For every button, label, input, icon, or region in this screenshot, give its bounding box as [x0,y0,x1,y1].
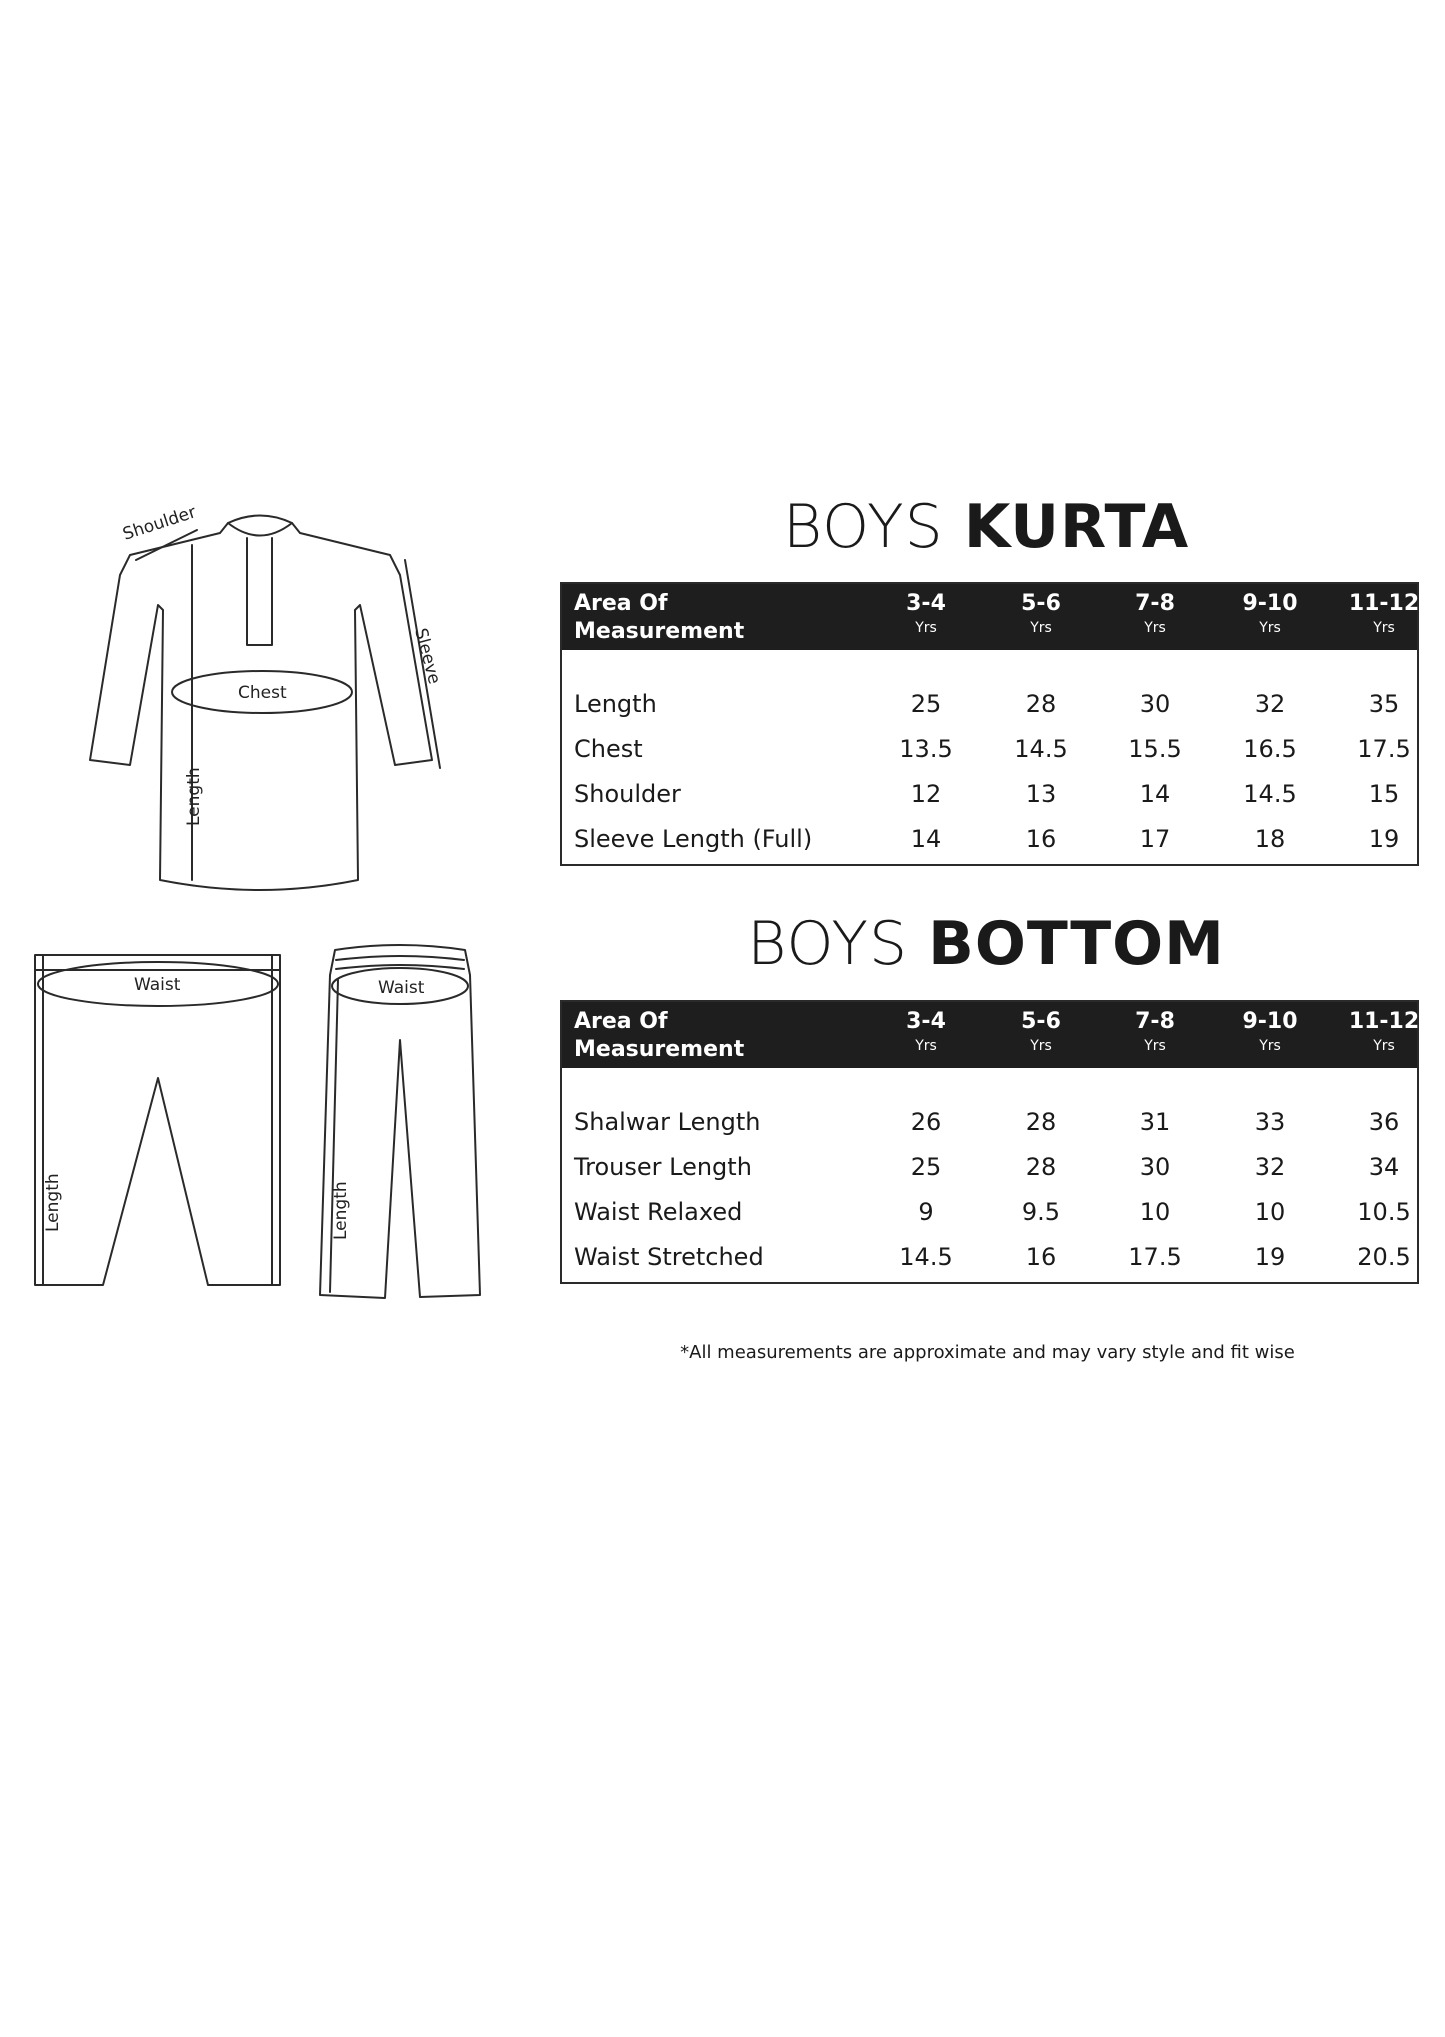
kurta-chest-label: Chest [238,683,287,703]
table-cell: 35 [1368,690,1400,718]
table-cell: 34 [1368,1153,1400,1181]
header-size [1220,1008,1320,1056]
table-cell: 32 [1254,1153,1286,1181]
table-cell: 13.5 [899,735,953,763]
table-cell: 14 [1139,780,1171,808]
table-cell: 28 [1025,690,1057,718]
kurta-shoulder-label: Shoulder [120,502,199,545]
row-label: Trouser Length [574,1153,752,1181]
table-cell: 15 [1368,780,1400,808]
shalwar-waist-label: Waist [134,975,181,995]
header-text: 3-4 [906,1009,946,1034]
header-size [1105,590,1205,638]
table-cell: 30 [1139,1153,1171,1181]
table-cell: 30 [1139,690,1171,718]
kurta-size-table [560,582,1419,866]
measurement-footnote: *All measurements are approximate and may vary style and fit wise [680,1342,1295,1363]
header-size [876,590,976,638]
trouser-illustration [320,945,480,1298]
table-row [562,1237,1417,1277]
table-cell: 15.5 [1128,735,1182,763]
header-text: 9-10 [1242,591,1298,616]
row-label: Shalwar Length [574,1108,761,1136]
row-label: Chest [574,735,643,763]
table-cell: 12 [910,780,942,808]
header-text: Yrs [1030,620,1052,636]
header-size [1334,1008,1434,1056]
table-cell: 19 [1254,1243,1286,1271]
header-size [1334,590,1434,638]
header-text: 5-6 [1021,591,1061,616]
header-text: Yrs [1373,1038,1395,1054]
table-row [562,1192,1417,1232]
table-cell: 25 [910,690,942,718]
table-cell: 16 [1025,1243,1057,1271]
table-cell: 9.5 [1021,1198,1061,1226]
table-cell: 14.5 [1243,780,1297,808]
row-label: Sleeve Length (Full) [574,825,813,853]
table-header [562,1002,1420,1068]
row-label: Length [574,690,657,718]
header-text: Yrs [1373,620,1395,636]
bottom-size-table [560,1000,1419,1284]
trouser-waist-label: Waist [378,978,425,998]
bottom-title-bold: BOTTOM [928,909,1225,979]
table-cell: 28 [1025,1153,1057,1181]
table-cell: 33 [1254,1108,1286,1136]
table-cell: 14.5 [1014,735,1068,763]
table-cell: 20.5 [1357,1243,1411,1271]
shalwar-illustration [35,955,280,1285]
header-size [991,1008,1091,1056]
table-cell: 16.5 [1243,735,1297,763]
table-cell: 10.5 [1357,1198,1411,1226]
kurta-illustration [90,502,444,890]
row-label: Shoulder [574,780,681,808]
header-size [991,590,1091,638]
table-cell: 10 [1139,1198,1171,1226]
table-cell: 14.5 [899,1243,953,1271]
header-text: 5-6 [1021,1009,1061,1034]
kurta-length-label: Length [184,767,204,826]
kurta-sleeve-label: Sleeve [410,626,445,687]
table-cell: 36 [1368,1108,1400,1136]
garment-illustrations [0,0,520,1340]
kurta-title-light: BOYS [782,492,944,562]
header-text: Yrs [1144,1038,1166,1054]
header-area-label: Area Of Measurement [574,1009,745,1062]
row-label: Waist Stretched [574,1243,764,1271]
table-cell: 14 [910,825,942,853]
table-header [562,584,1420,650]
header-text: 7-8 [1135,1009,1175,1034]
header-text: Yrs [1030,1038,1052,1054]
bottom-title-light: BOYS [747,909,909,979]
header-size [876,1008,976,1056]
header-text: Yrs [1259,1038,1281,1054]
table-cell: 28 [1025,1108,1057,1136]
header-text: Yrs [915,1038,937,1054]
table-row [562,729,1417,769]
table-row [562,684,1417,724]
header-text: 3-4 [906,591,946,616]
header-size [1220,590,1320,638]
kurta-section-title [556,492,1416,562]
bottom-section-title [556,909,1416,979]
table-row [562,774,1417,814]
header-text: 11-12 [1348,1009,1420,1034]
header-text: 7-8 [1135,591,1175,616]
header-text: Yrs [1144,620,1166,636]
table-cell: 16 [1025,825,1057,853]
table-cell: 17.5 [1357,735,1411,763]
table-row [562,819,1417,859]
table-cell: 31 [1139,1108,1171,1136]
shalwar-length-label: Length [43,1173,63,1232]
trouser-length-label: Length [331,1181,351,1240]
table-cell: 19 [1368,825,1400,853]
header-size [1105,1008,1205,1056]
table-cell: 18 [1254,825,1286,853]
header-area-label: Area Of Measurement [574,591,745,644]
table-cell: 32 [1254,690,1286,718]
header-text: 9-10 [1242,1009,1298,1034]
header-text: Yrs [915,620,937,636]
table-cell: 10 [1254,1198,1286,1226]
table-cell: 17 [1139,825,1171,853]
table-cell: 13 [1025,780,1057,808]
table-cell: 17.5 [1128,1243,1182,1271]
table-row [562,1102,1417,1142]
header-text: Yrs [1259,620,1281,636]
table-cell: 25 [910,1153,942,1181]
kurta-title-bold: KURTA [963,492,1190,562]
header-text: 11-12 [1348,591,1420,616]
row-label: Waist Relaxed [574,1198,743,1226]
table-cell: 26 [910,1108,942,1136]
table-cell: 9 [918,1198,934,1226]
table-row [562,1147,1417,1187]
